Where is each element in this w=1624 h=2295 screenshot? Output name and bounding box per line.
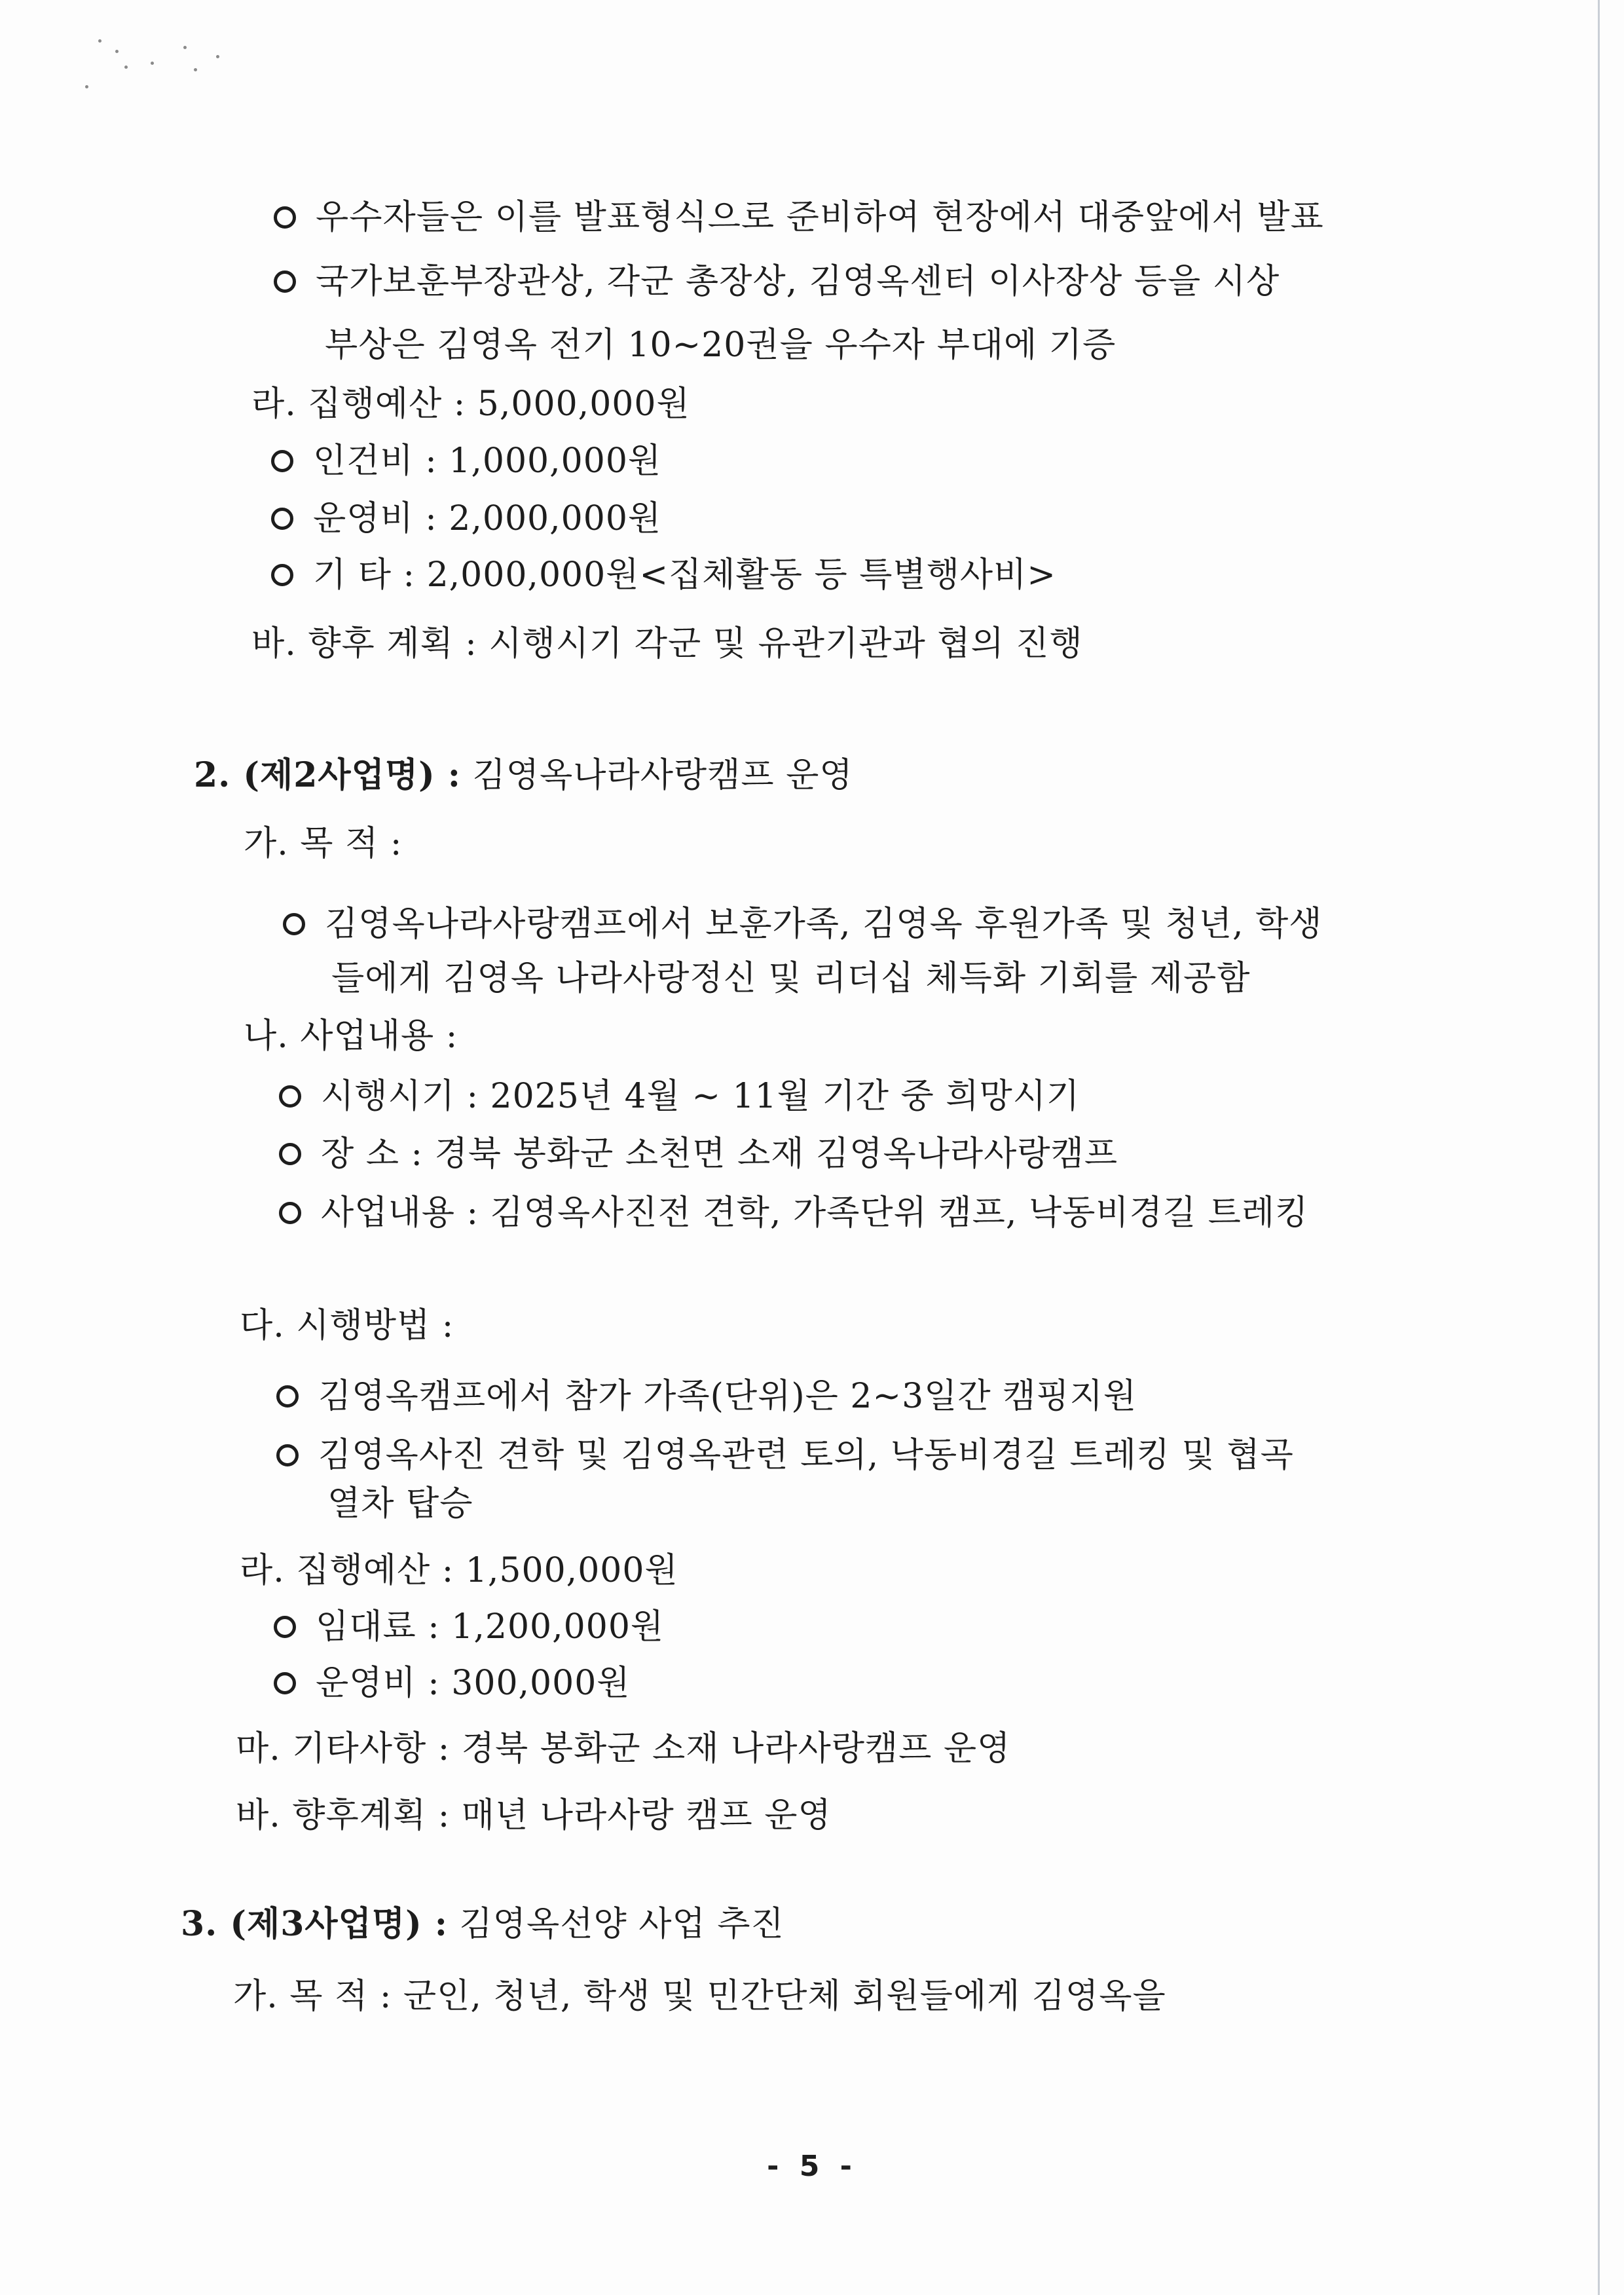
section-heading — [251, 623, 1083, 665]
page-number: - 5 - — [767, 2150, 857, 2183]
line-text: 라. 집행예산 : 5,000,000원 — [251, 384, 690, 424]
project-title — [181, 1903, 784, 1945]
line-text: 김영옥사진 견학 및 김영옥관련 토의, 낙동비경길 트레킹 및 협곡 — [318, 1436, 1294, 1475]
bullet-circle-icon — [271, 450, 293, 472]
project-number: 2. (제2사업명) : — [194, 755, 462, 795]
line-text: 인건비 : 1,000,000원 — [313, 441, 662, 481]
line-text: 운영비 : 300,000원 — [316, 1664, 631, 1703]
list-item — [279, 1075, 1080, 1117]
line-text: 김영옥나라사랑캠프 운영 — [461, 756, 853, 795]
line-text: 들에게 김영옥 나라사랑정신 및 리더십 체득화 기회를 제공함 — [331, 959, 1251, 998]
bullet-circle-icon — [279, 1143, 301, 1165]
line-text: 운영비 : 2,000,000원 — [313, 499, 662, 538]
section-heading — [244, 1015, 458, 1057]
section-heading — [244, 823, 402, 865]
project-number: 3. (제3사업명) : — [181, 1904, 449, 1944]
line-text: 우수자들은 이를 발표형식으로 준비하여 현장에서 대중앞에서 발표 — [316, 198, 1324, 237]
bullet-circle-icon — [274, 271, 296, 293]
list-item — [279, 1133, 1118, 1175]
bullet-circle-icon — [276, 1444, 299, 1466]
line-text: 열차 탑승 — [327, 1484, 473, 1523]
list-item — [271, 498, 661, 540]
section-heading — [233, 1975, 1166, 2017]
section-heading — [240, 1550, 678, 1592]
bullet-circle-icon — [274, 1672, 296, 1694]
list-item-continuation — [325, 324, 1116, 366]
line-text: 김영옥선양 사업 추진 — [448, 1905, 784, 1944]
list-item — [274, 1662, 631, 1704]
bullet-circle-icon — [271, 564, 293, 586]
line-text: 사업내용 : 김영옥사진전 견학, 가족단위 캠프, 낙동비경길 트레킹 — [321, 1193, 1309, 1233]
list-item — [271, 440, 661, 482]
list-item — [276, 1375, 1137, 1417]
line-text: 라. 집행예산 : 1,500,000원 — [240, 1551, 678, 1590]
bullet-circle-icon — [283, 913, 305, 935]
section-heading — [251, 383, 690, 425]
project-title — [194, 755, 853, 796]
bullet-circle-icon — [274, 1616, 296, 1638]
list-item — [271, 554, 1056, 596]
section-heading — [240, 1305, 454, 1347]
bullet-circle-icon — [271, 508, 293, 530]
bullet-circle-icon — [279, 1202, 301, 1224]
line-text: 국가보훈부장관상, 각군 총장상, 김영옥센터 이사장상 등을 시상 — [316, 262, 1280, 301]
list-item — [279, 1192, 1308, 1234]
line-text: 장 소 : 경북 봉화군 소천면 소재 김영옥나라사랑캠프 — [321, 1134, 1118, 1174]
scan-noise — [85, 26, 229, 98]
section-heading — [236, 1728, 1010, 1770]
list-item — [274, 1606, 664, 1648]
scan-edge — [1598, 0, 1600, 2295]
list-item-continuation — [331, 958, 1251, 999]
list-item — [283, 903, 1323, 945]
list-item — [274, 261, 1280, 303]
line-text: 다. 시행방법 : — [240, 1306, 454, 1345]
line-text: 바. 향후 계획 : 시행시기 각군 및 유관기관과 협의 진행 — [251, 624, 1083, 663]
list-item-continuation — [327, 1483, 473, 1525]
line-text: 나. 사업내용 : — [244, 1017, 458, 1056]
bullet-circle-icon — [274, 206, 296, 229]
line-text: 가. 목 적 : — [244, 824, 403, 863]
line-text: 기 타 : 2,000,000원<집체활동 등 특별행사비> — [313, 555, 1056, 595]
line-text: 바. 향후계획 : 매년 나라사랑 캠프 운영 — [236, 1796, 832, 1835]
line-text: 김영옥나라사랑캠프에서 보훈가족, 김영옥 후원가족 및 청년, 학생 — [325, 905, 1323, 944]
section-heading — [236, 1795, 832, 1837]
line-text: 김영옥캠프에서 참가 가족(단위)은 2~3일간 캠핑지원 — [318, 1377, 1137, 1416]
bullet-circle-icon — [276, 1385, 299, 1408]
bullet-circle-icon — [279, 1085, 301, 1108]
line-text: 임대료 : 1,200,000원 — [316, 1607, 665, 1647]
line-text: 부상은 김영옥 전기 10~20권을 우수자 부대에 기증 — [325, 326, 1116, 365]
line-text: 가. 목 적 : 군인, 청년, 학생 및 민간단체 회원들에게 김영옥을 — [233, 1977, 1166, 2016]
line-text: 마. 기타사항 : 경북 봉화군 소재 나라사랑캠프 운영 — [236, 1729, 1011, 1768]
list-item — [274, 196, 1324, 238]
line-text: 시행시기 : 2025년 4월 ~ 11월 기간 중 희망시기 — [321, 1077, 1080, 1116]
list-item — [276, 1434, 1294, 1476]
